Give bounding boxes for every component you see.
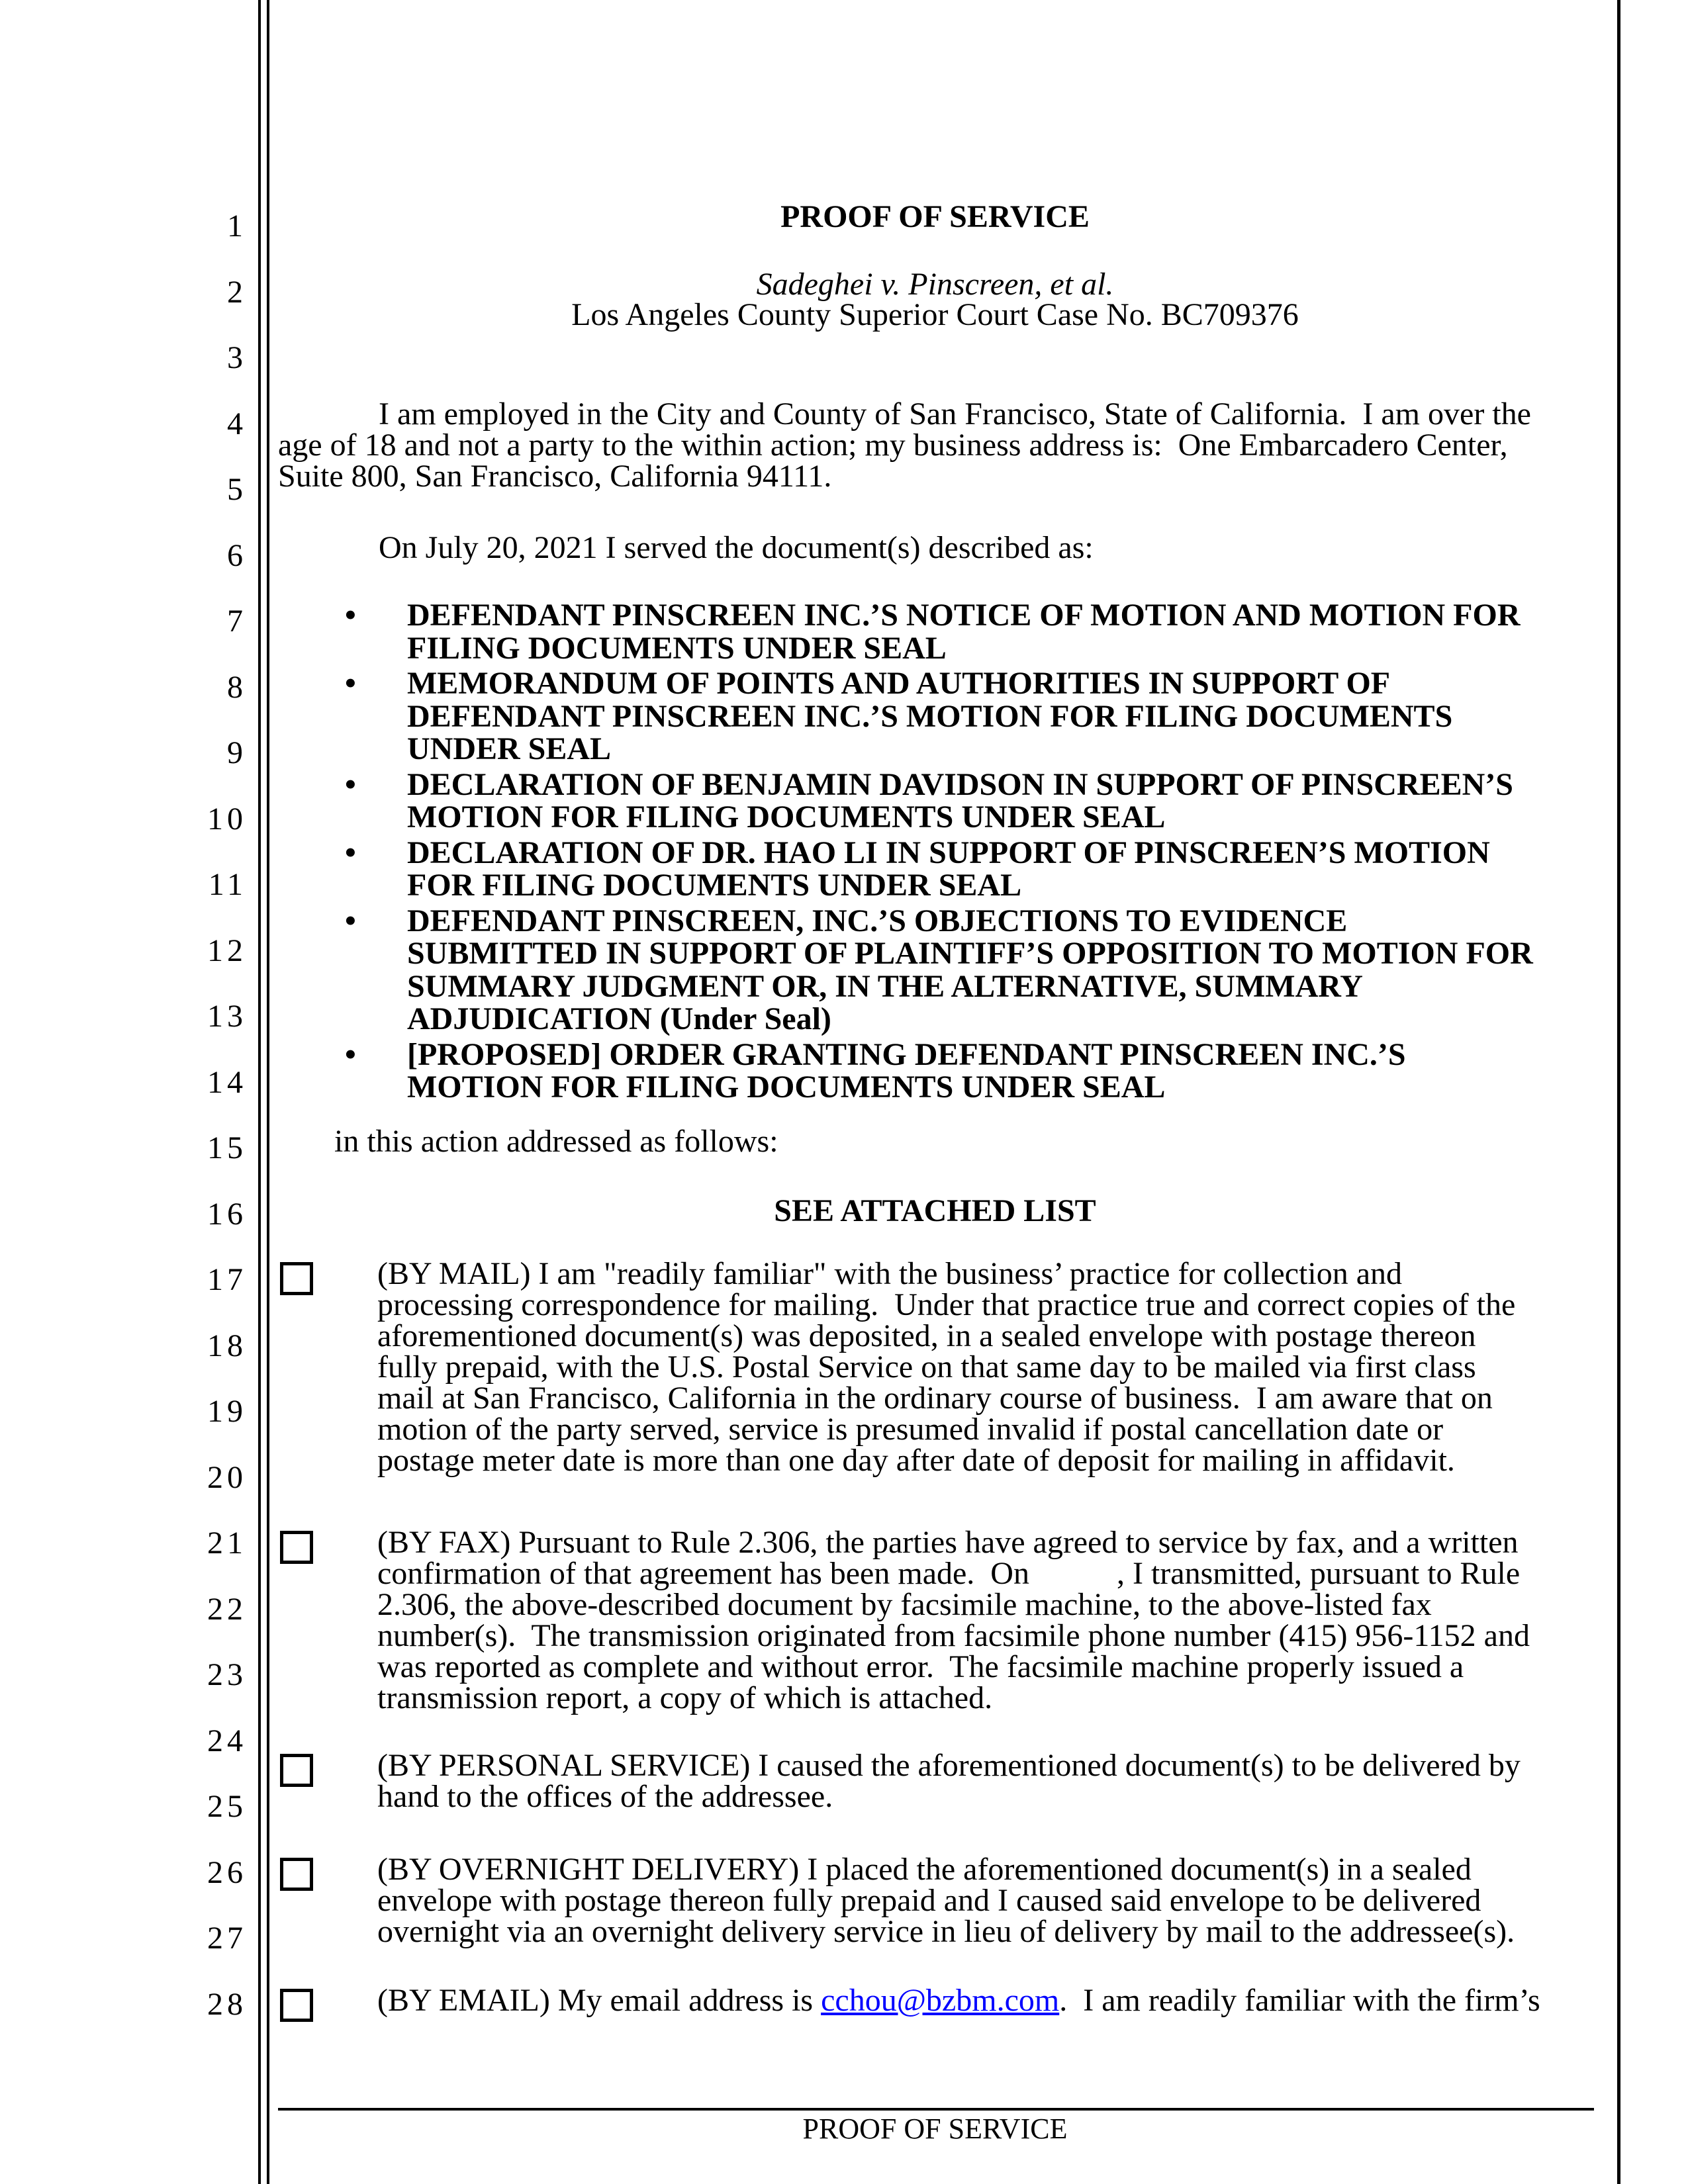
line-number: 11 [208, 867, 247, 902]
text-line: MEMORANDUM OF POINTS AND AUTHORITIES IN SUPPORT OF [407, 666, 1391, 701]
text-line: aforementioned document(s) was deposited, in a sealed envelope with postage thereon [377, 1318, 1476, 1353]
intro-paragraph [278, 398, 1531, 492]
pleading-rule-left-inner [267, 0, 269, 2184]
by-overnight-delivery-text [377, 1854, 1515, 1947]
document-list-item [278, 599, 1602, 664]
line-number: 15 [207, 1130, 247, 1165]
text-line: postage meter date is more than one day after date of deposit for mailing in affidavit. [377, 1443, 1455, 1478]
text-line: confirmation of that agreement has been made. On , I transmitted, pursuant to Rule [377, 1556, 1521, 1591]
text-line: UNDER SEAL [407, 731, 612, 766]
text-line: mail at San Francisco, California in the ordinary course of business. I am aware that on [377, 1381, 1493, 1416]
line-number: 23 [207, 1657, 247, 1692]
text-line: (BY OVERNIGHT DELIVERY) I placed the aforementioned document(s) in a sealed [377, 1852, 1472, 1887]
text-line: overnight via an overnight delivery service in lieu of delivery by mail to the addressee(s). [377, 1914, 1515, 1949]
by-overnight-delivery-checkbox[interactable] [280, 1858, 313, 1891]
line-number: 6 [227, 537, 247, 573]
document-list-item [278, 837, 1602, 902]
bullet-icon: • [345, 903, 356, 938]
line-number: 27 [207, 1921, 247, 1956]
line-number: 7 [227, 604, 247, 639]
by-personal-service-checkbox[interactable] [280, 1754, 313, 1787]
footer-rule [278, 2108, 1594, 2111]
line-number: 26 [207, 1854, 247, 1890]
text-line: (BY PERSONAL SERVICE) I caused the aforementioned document(s) to be delivered by [377, 1748, 1521, 1783]
text-line: (BY FAX) Pursuant to Rule 2.306, the parties have agreed to service by fax, and a written [377, 1525, 1519, 1560]
line-number: 5 [227, 472, 247, 507]
bullet-icon: • [345, 766, 356, 802]
line-number: 3 [227, 340, 247, 375]
line-number: 19 [207, 1394, 247, 1429]
line-number: 16 [207, 1196, 247, 1232]
bullet-icon: • [345, 598, 356, 633]
line-number: 2 [227, 274, 247, 310]
case-name: Sadeghei v. Pinscreen, et al. [756, 267, 1114, 302]
text-line: MOTION FOR FILING DOCUMENTS UNDER SEAL [407, 799, 1166, 835]
document-list-item [278, 768, 1602, 834]
text-line: hand to the offices of the addressee. [377, 1779, 833, 1814]
line-number: 20 [207, 1459, 247, 1495]
document-list-item [278, 1038, 1602, 1104]
text-line: 2.306, the above-described document by facsimile machine, to the above-listed fax [377, 1587, 1432, 1622]
by-email-suffix: . I am readily familiar with the firm’s [1059, 1983, 1540, 2018]
by-email-checkbox[interactable] [280, 1989, 313, 2022]
text-line: DEFENDANT PINSCREEN INC.’S MOTION FOR FILING DOCUMENTS [407, 698, 1453, 734]
line-number: 25 [207, 1789, 247, 1824]
bullet-icon: • [345, 666, 356, 701]
line-number: 28 [207, 1986, 247, 2022]
text-line: DEFENDANT PINSCREEN INC.’S NOTICE OF MOTION AND MOTION FOR [407, 598, 1521, 633]
line-number: 8 [227, 669, 247, 705]
line-number: 17 [207, 1262, 247, 1297]
page-title: PROOF OF SERVICE [780, 199, 1090, 234]
addressed-line: in this action addressed as follows: [334, 1124, 778, 1159]
text-line: FOR FILING DOCUMENTS UNDER SEAL [407, 868, 1022, 903]
line-number: 21 [207, 1525, 247, 1561]
footer-title: PROOF OF SERVICE [802, 2113, 1068, 2145]
pleading-rule-right [1617, 0, 1620, 2184]
bullet-icon: • [345, 835, 356, 870]
see-attached-heading: SEE ATTACHED LIST [774, 1193, 1096, 1228]
text-line: FILING DOCUMENTS UNDER SEAL [407, 630, 947, 666]
text-line: DECLARATION OF BENJAMIN DAVIDSON IN SUPPORT OF PINSCREEN’S [407, 766, 1513, 802]
line-number: 10 [207, 801, 247, 837]
by-email-text [377, 1985, 1540, 2016]
case-court-line: Los Angeles County Superior Court Case No. BC709376 [571, 297, 1299, 332]
text-line: MOTION FOR FILING DOCUMENTS UNDER SEAL [407, 1069, 1166, 1105]
email-link[interactable]: cchou@bzbm.com [821, 1983, 1060, 2018]
line-number: 18 [207, 1328, 247, 1363]
pleading-rule-left-outer [258, 0, 261, 2184]
document-list-item [278, 905, 1602, 1036]
line-number: 14 [207, 1064, 247, 1100]
text-line: motion of the party served, service is presumed invalid if postal cancellation date or [377, 1412, 1444, 1447]
by-mail-checkbox[interactable] [280, 1262, 313, 1295]
text-line: I am employed in the City and County of San Francisco, State of California. I am over the [379, 396, 1531, 432]
line-number: 24 [207, 1723, 247, 1758]
text-line: envelope with postage thereon fully prepaid and I caused said envelope to be delivered [377, 1883, 1481, 1918]
text-line: number(s). The transmission originated from facsimile phone number (415) 956-1152 and [377, 1618, 1530, 1653]
documents-served-list [278, 599, 1602, 1107]
line-number: 22 [207, 1591, 247, 1627]
served-line: On July 20, 2021 I served the document(s) described as: [379, 530, 1094, 565]
by-fax-text [377, 1527, 1530, 1713]
line-number: 9 [227, 735, 247, 770]
text-line: transmission report, a copy of which is attached. [377, 1680, 993, 1715]
text-line: Suite 800, San Francisco, California 94111. [278, 459, 832, 494]
bullet-icon: • [345, 1036, 356, 1072]
by-personal-service-text [377, 1750, 1521, 1812]
by-fax-checkbox[interactable] [280, 1531, 313, 1564]
text-line: SUBMITTED IN SUPPORT OF PLAINTIFF’S OPPOSITION TO MOTION FOR [407, 936, 1533, 971]
line-number: 12 [207, 933, 247, 968]
text-line: processing correspondence for mailing. Under that practice true and correct copies of the [377, 1287, 1516, 1322]
text-line: ADJUDICATION (Under Seal) [407, 1001, 831, 1036]
text-line: fully prepaid, with the U.S. Postal Service on that same day to be mailed via first class [377, 1349, 1476, 1385]
by-mail-text [377, 1258, 1515, 1476]
text-line: DECLARATION OF DR. HAO LI IN SUPPORT OF PINSCREEN’S MOTION [407, 835, 1490, 870]
text-line: SUMMARY JUDGMENT OR, IN THE ALTERNATIVE, SUMMARY [407, 968, 1363, 1004]
text-line: DEFENDANT PINSCREEN, INC.’S OBJECTIONS TO EVIDENCE [407, 903, 1348, 938]
by-email-prefix: (BY EMAIL) My email address is [377, 1983, 821, 2018]
text-line: [PROPOSED] ORDER GRANTING DEFENDANT PINSCREEN INC.’S [407, 1036, 1406, 1072]
line-number: 13 [207, 999, 247, 1034]
document-list-item [278, 667, 1602, 766]
text-line: (BY MAIL) I am "readily familiar" with the business’ practice for collection and [377, 1256, 1402, 1291]
text-line: was reported as complete and without error. The facsimile machine properly issued a [377, 1649, 1464, 1684]
line-number: 4 [227, 406, 247, 441]
text-line: age of 18 and not a party to the within action; my business address is: One Embarcadero Center, [278, 428, 1508, 463]
line-number: 1 [227, 208, 247, 244]
